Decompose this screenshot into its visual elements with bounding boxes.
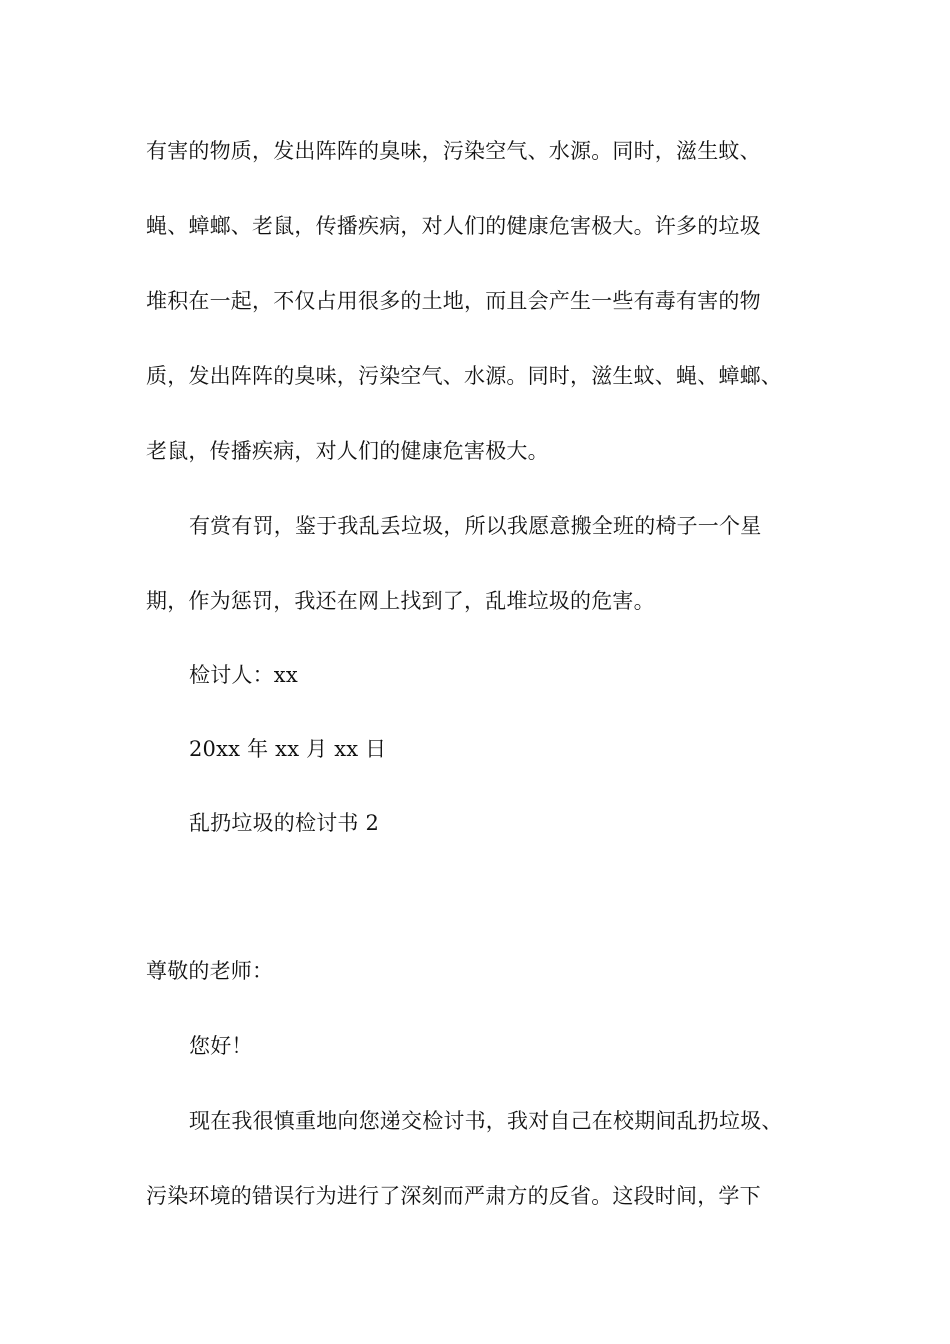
body-text-line: 蝇、蟑螂、老鼠，传播疾病，对人们的健康危害极大。许多的垃圾 (146, 214, 761, 238)
signature-line: 检讨人：xx (189, 663, 298, 687)
greeting-line: 您好！ (189, 1034, 253, 1058)
paragraph-start-line: 现在我很慎重地向您递交检讨书，我对自己在校期间乱扔垃圾、 (189, 1109, 783, 1133)
section-title: 乱扔垃圾的检讨书 2 (189, 811, 380, 835)
body-text-line: 堆积在一起，不仅占用很多的土地，而且会产生一些有毒有害的物 (146, 289, 761, 313)
body-text-line: 老鼠，传播疾病，对人们的健康危害极大。 (146, 439, 549, 463)
paragraph-start-line: 有赏有罚，鉴于我乱丢垃圾，所以我愿意搬全班的椅子一个星 (189, 514, 762, 538)
salutation-line: 尊敬的老师： (146, 959, 274, 983)
body-text-line: 污染环境的错误行为进行了深刻而严肃方的反省。这段时间，学下 (146, 1184, 761, 1208)
body-text-line: 质，发出阵阵的臭味，污染空气、水源。同时，滋生蚊、蝇、蟑螂、 (146, 364, 782, 388)
date-line: 20xx 年 xx 月 xx 日 (189, 737, 387, 761)
body-text-line: 有害的物质，发出阵阵的臭味，污染空气、水源。同时，滋生蚊、 (146, 139, 761, 163)
body-text-line: 期，作为惩罚，我还在网上找到了，乱堆垃圾的危害。 (146, 589, 655, 613)
